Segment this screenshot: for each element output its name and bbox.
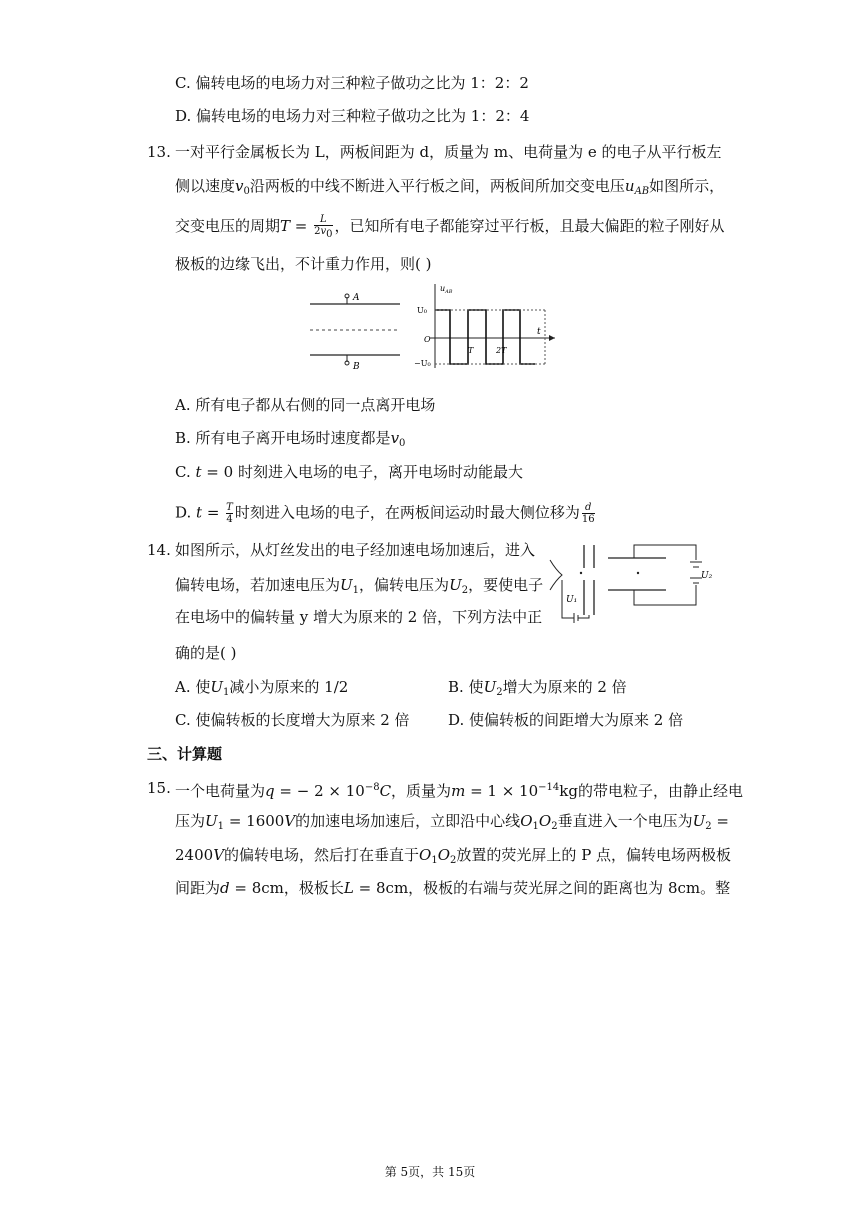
q14-option-c: C. 使偏转板的长度增大为原来 2 倍 — [175, 711, 410, 729]
q14-option-b: B. 使$U_2$增大为原来的 2 倍 — [448, 678, 627, 698]
q14-line1: 如图所示，从灯丝发出的电子经加速电场加速后，进入 — [175, 541, 536, 559]
origin-label: O — [424, 335, 431, 344]
section-heading: 三、计算题 — [147, 745, 223, 763]
q14-line3: 在电场中的偏转量 y 增大为原来的 2 倍，下列方法中正 — [175, 608, 543, 626]
square-wave — [435, 310, 535, 364]
q13-option-b: B. 所有电子离开电场时速度都是$v_0$ — [175, 429, 406, 449]
t-label: T — [468, 346, 474, 355]
neg-u0-label: −U₀ — [414, 359, 431, 368]
u2-label: U₂ — [701, 571, 713, 581]
u0-label: U₀ — [417, 306, 427, 315]
q14-number: 14. — [147, 541, 171, 559]
q15-line3: 2400V的偏转电场，然后打在垂直于$O_1O_2$放置的荧光屏上的 P 点，偏转电场两极板 — [175, 846, 732, 866]
page-footer: 第 5页，共 15页 — [384, 1165, 476, 1179]
q14-option-d: D. 使偏转板的间距增大为原来 2 倍 — [448, 711, 684, 729]
q13-line4: 极板的边缘飞出，不计重力作用，则( ) — [175, 255, 432, 273]
q14-figure — [548, 540, 723, 625]
label-a: A — [353, 293, 360, 303]
label-b: B — [353, 362, 360, 370]
q15-number: 15. — [147, 779, 171, 797]
q12-option-c: C. 偏转电场的电场力对三种粒子做功之比为 1：2：2 — [175, 74, 529, 92]
q13-line2: 侧以速度$v_0$沿两板的中线不断进入平行板之间，两板间所加交变电压$u_{AB}$如图所示， — [175, 177, 725, 197]
q15-line2: 压为$U_1 = 1600V$的加速电场加速后，立即沿中心线$O_1O_2$垂直进入一个电压为$U_2$ = — [175, 812, 729, 832]
q14-line2: 偏转电场，若加速电压为$U_1$，偏转电压为$U_2$，要使电子 — [175, 576, 544, 596]
q13-option-c: C. t = 0 时刻进入电场的电子，离开电场时动能最大 — [175, 463, 523, 481]
q13-line1: 一对平行金属板长为 L，两板间距为 d，质量为 m、电荷量为 e 的电子从平行板左 — [175, 143, 722, 161]
q14-option-a: A. 使$U_1$减小为原来的 1/2 — [175, 678, 349, 698]
axis-x-label: t — [537, 327, 541, 337]
u1-label: U₁ — [566, 595, 578, 605]
q13-number: 13. — [147, 143, 171, 161]
q12-option-d: D. 偏转电场的电场力对三种粒子做功之比为 1：2：4 — [175, 107, 530, 125]
q15-line1: 一个电荷量为q = − $2 \times 10^{-8}C$，质量为$m = 1 \times 10^{-14}kg$的带电粒子，由静止经电 — [175, 782, 743, 800]
q14-line4: 确的是( ) — [175, 644, 237, 662]
q13-option-d: D. t = $\frac{T}{4}$ 时刻进入电场的电子，在两板间运动时最大侧位移为 $\frac{d}{16}$ — [175, 502, 595, 525]
2t-label: 2T — [496, 346, 507, 355]
q15-line4: 间距为d = 8cm，极板长L = 8cm，极板的右端与荧光屏之间的距离也为 8cm。整 — [175, 879, 731, 897]
axis-y-label: $u_{AB}$ — [440, 284, 453, 295]
q13-line3: 交变电压的周期T = $\frac{L}{2v_0}$ ，已知所有电子都能穿过平行板，且最大偏距的粒子刚好从 — [175, 214, 725, 240]
q13-option-a: A. 所有电子都从右侧的同一点离开电场 — [175, 396, 436, 414]
q13-figure — [300, 280, 560, 370]
